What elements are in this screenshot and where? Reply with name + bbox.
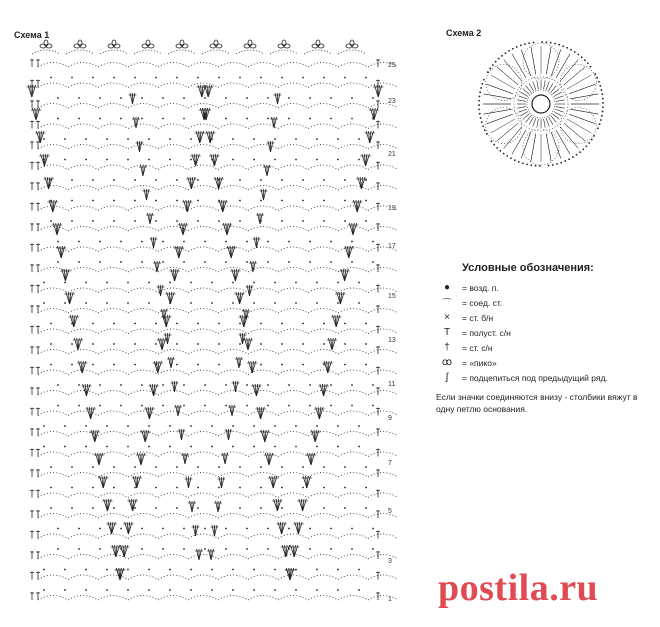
- stitch-fan: [209, 154, 220, 166]
- picot-mark: [236, 40, 264, 54]
- legend-text: = возд. п.: [462, 282, 499, 293]
- picot-mark: [270, 40, 298, 54]
- row-number: 5: [388, 508, 392, 515]
- stitch-fan: [190, 154, 201, 166]
- legend-text: = «пико»: [462, 357, 497, 368]
- stitch-fan: [153, 361, 164, 373]
- stitch-fan: [222, 223, 233, 235]
- stitch-fan: [247, 361, 258, 373]
- scheme-2-title: Схема 2: [446, 28, 482, 38]
- stitch-fan: [43, 177, 54, 189]
- row-number: 17: [388, 243, 396, 250]
- legend-text: = подцепиться под предыдущий ряд.: [462, 372, 608, 383]
- stitch-fan: [64, 292, 75, 304]
- stitch-fan: [136, 141, 144, 152]
- stitch-fan: [181, 453, 189, 464]
- stitch-fan: [69, 315, 80, 327]
- picot-mark: [100, 40, 128, 54]
- stitch-fan: [153, 261, 161, 272]
- stitch-fan: [52, 223, 63, 235]
- legend-heading: Условные обозначения:: [462, 262, 594, 274]
- picot-mark: [202, 40, 230, 54]
- stitch-fan: [218, 200, 229, 212]
- stitch-fan: [331, 315, 342, 327]
- stitch-fan: [132, 476, 143, 488]
- legend-item-dc: [436, 340, 651, 355]
- stitch-fan: [132, 117, 140, 128]
- stitch-fan: [260, 430, 271, 442]
- stitch-fan: [264, 453, 275, 465]
- stitch-fan: [205, 131, 216, 143]
- stitch-fan: [169, 269, 180, 281]
- stitch-fan: [150, 237, 158, 248]
- stitch-fan: [143, 189, 151, 200]
- legend-text: = ст. с/н: [462, 342, 493, 353]
- stitch-fan: [174, 405, 182, 416]
- stitch-fan: [221, 453, 229, 464]
- stitch-fan: [102, 499, 113, 511]
- row-number: 15: [388, 293, 396, 300]
- row-number: 3: [388, 558, 392, 565]
- row-number: 25: [388, 62, 396, 69]
- stitch-fan: [157, 285, 165, 296]
- scheme-2-motif: [478, 41, 604, 167]
- stitch-fan: [211, 525, 219, 536]
- stitch-fan: [228, 405, 236, 416]
- stitch-fan: [255, 407, 266, 419]
- row-number: 9: [388, 415, 392, 422]
- stitch-fan: [27, 85, 38, 97]
- stitch-fan: [253, 237, 261, 248]
- stitch-fan: [276, 522, 287, 534]
- stitch-fan: [293, 522, 304, 534]
- stitch-fan: [73, 338, 84, 350]
- stitch-fan: [339, 269, 350, 281]
- row-number: 1: [388, 596, 392, 603]
- legend-item-picot: [436, 355, 651, 370]
- stitch-fan: [171, 381, 179, 392]
- stitch-fan: [272, 499, 283, 511]
- stitch-fan: [81, 384, 92, 396]
- picot-mark: [32, 40, 60, 54]
- stitch-fan: [318, 384, 329, 396]
- stitch-fan: [344, 246, 355, 258]
- stitch-fan: [314, 407, 325, 419]
- row-number: 23: [388, 98, 396, 105]
- legend-item-sc: [436, 310, 651, 325]
- stitch-fan: [251, 384, 262, 396]
- stitch-fan: [348, 223, 359, 235]
- stitch-fan: [127, 499, 138, 511]
- stitch-fan: [218, 477, 226, 488]
- stitch-fan: [157, 338, 168, 350]
- stitch-fan: [249, 261, 257, 272]
- picot-mark: [304, 40, 332, 54]
- stitch-fan: [302, 476, 313, 488]
- stitch-fan: [327, 338, 338, 350]
- stitch-fan: [197, 85, 208, 97]
- stitch-fan: [123, 522, 133, 534]
- stitch-fan: [188, 501, 196, 512]
- stitch-fan: [140, 430, 151, 442]
- stitch-fan: [31, 108, 42, 120]
- stitch-fan: [182, 200, 193, 212]
- stitch-fan: [356, 177, 367, 189]
- hook-under-icon: ʃ: [445, 372, 449, 383]
- stitch-fan: [213, 177, 224, 189]
- stitch-fan: [365, 131, 376, 143]
- row-number: 13: [388, 337, 396, 344]
- stitch-fan: [167, 357, 175, 368]
- double-crochet-icon: †: [444, 342, 450, 353]
- stitch-fan: [178, 223, 189, 235]
- stitch-fan: [85, 407, 96, 419]
- stitch-fan: [129, 93, 137, 104]
- stitch-fan: [146, 213, 154, 224]
- picot-icon: ꝏ: [441, 357, 453, 368]
- stitch-fan: [56, 246, 66, 258]
- picot-mark: [66, 40, 94, 54]
- stitch-fan: [243, 338, 254, 350]
- picot-mark: [168, 40, 196, 54]
- legend-item-hook: [436, 370, 651, 385]
- legend-note: Если значки соединяются внизу - столбики вяжут в одну петлю основания.: [436, 392, 638, 414]
- stitch-fan: [60, 269, 71, 281]
- stitch-fan: [235, 357, 243, 368]
- legend-item-hdc: [436, 325, 651, 340]
- row-number: 21: [388, 151, 396, 158]
- single-crochet-icon: ×: [444, 312, 450, 323]
- stitch-fan: [106, 522, 117, 534]
- stitch-fan: [161, 315, 172, 327]
- stitch-fan: [35, 131, 46, 143]
- row-number: 7: [388, 460, 392, 467]
- stitch-fan: [226, 246, 237, 258]
- legend-text: = полуст. с/н: [462, 327, 511, 338]
- stitch-fan: [256, 213, 264, 224]
- legend-item-slip: [436, 295, 651, 310]
- half-double-crochet-icon: T: [443, 327, 451, 338]
- stitch-fan: [192, 525, 200, 536]
- stitch-fan: [239, 315, 250, 327]
- stitch-fan: [185, 477, 193, 488]
- stitch-fan: [289, 545, 300, 557]
- stitch-fan: [225, 429, 233, 440]
- stitch-fan: [186, 177, 197, 189]
- stitch-fan: [94, 453, 105, 465]
- scheme-1-chart: [27, 40, 398, 600]
- stitch-fan: [174, 246, 185, 258]
- stitch-fan: [335, 292, 346, 304]
- stitch-fan: [268, 476, 279, 488]
- stitch-fan: [306, 453, 317, 465]
- stitch-fan: [77, 361, 88, 373]
- stitch-fan: [214, 501, 222, 512]
- stitch-fan: [274, 93, 282, 104]
- legend: [436, 262, 651, 415]
- stitch-fan: [195, 549, 203, 560]
- stitch-fan: [178, 429, 186, 440]
- stitch-fan: [98, 476, 109, 488]
- stitch-fan: [234, 292, 245, 304]
- stitch-fan: [310, 430, 321, 442]
- stitch-fan: [297, 499, 308, 511]
- legend-item-chain: [436, 280, 651, 295]
- picot-mark: [338, 40, 366, 54]
- stitch-fan: [373, 85, 384, 97]
- stitch-fan: [136, 453, 147, 465]
- stitch-fan: [246, 285, 254, 296]
- picot-mark: [134, 40, 162, 54]
- stitch-fan: [285, 568, 296, 580]
- stitch-fan: [360, 154, 371, 166]
- legend-text: = ст. б/н: [462, 312, 494, 323]
- chain-stitch-icon: ●: [443, 282, 451, 293]
- row-number: 11: [388, 381, 396, 388]
- stitch-fan: [139, 165, 147, 176]
- stitch-fan: [263, 165, 271, 176]
- scheme-1-title: Схема 1: [14, 30, 50, 40]
- stitch-fan: [148, 384, 159, 396]
- stitch-fan: [369, 108, 380, 120]
- stitch-fan: [323, 361, 334, 373]
- stitch-fan: [195, 131, 206, 143]
- row-number: 19: [388, 205, 396, 212]
- stitch-fan: [119, 545, 130, 557]
- stitch-fan: [207, 549, 215, 560]
- stitch-fan: [230, 269, 241, 281]
- legend-text: = соед. ст.: [462, 297, 503, 308]
- stitch-fan: [232, 381, 240, 392]
- stitch-fan: [115, 568, 126, 580]
- watermark-logo: postila.ru: [438, 567, 599, 609]
- slip-stitch-icon: ⌒: [442, 299, 452, 310]
- stitch-fan: [260, 189, 268, 200]
- stitch-fan: [270, 117, 278, 128]
